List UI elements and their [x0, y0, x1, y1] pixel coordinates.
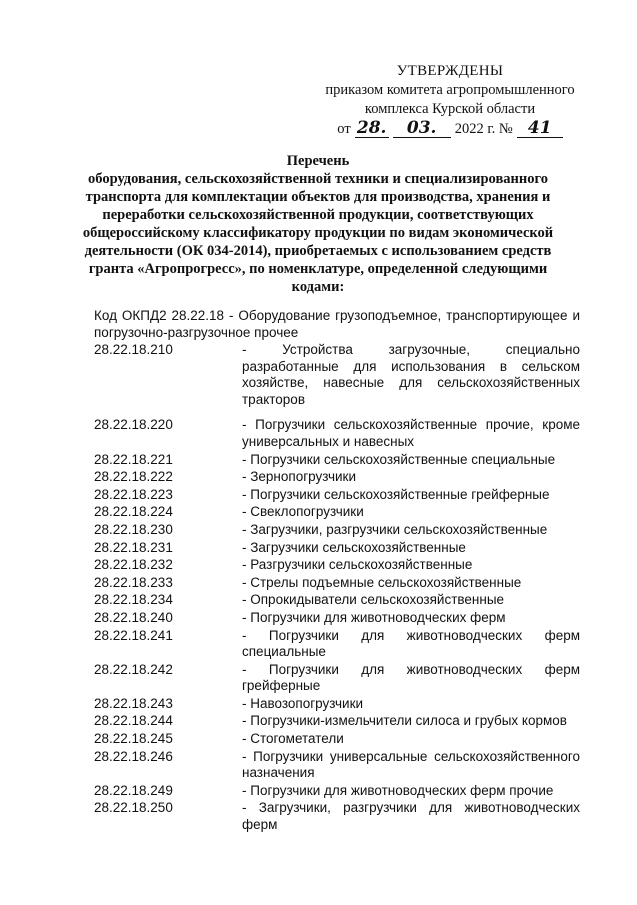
- item-code: 28.22.18.223: [94, 486, 173, 502]
- approval-line-1: приказом комитета агропромышленного: [325, 82, 575, 98]
- item-text: - Погрузчики для животноводческих ферм специальные: [242, 627, 580, 660]
- item-text: - Погрузчики сельскохозяйственные грейферные: [242, 486, 550, 502]
- item-text: - Навозопогрузчики: [242, 695, 364, 711]
- list-item: [94, 417, 580, 450]
- item-text: - Погрузчики-измельчители силоса и грубых кормов: [242, 713, 567, 729]
- item-text: - Погрузчики сельскохозяйственные специальные: [242, 451, 556, 467]
- heading-body: оборудования, сельскохозяйственной техники и специализированного транспорта для комплектации объектов для производства, хранения и переработки сельскохозяйственной продукции, соответствующих общероссийскому классификатору продукции по видам экономической деятельности (ОК 034-2014), приобретаемых с использованием средств гранта «Агропрогресс», по номенклатуре, определенной следующими кодами:: [82, 171, 554, 295]
- list-item: [94, 504, 580, 521]
- item-code: 28.22.18.242: [94, 661, 173, 677]
- item-code: 28.22.18.243: [94, 695, 173, 711]
- item-code: 28.22.18.224: [94, 504, 173, 520]
- item-text: - Погрузчики для животноводческих ферм грейферные: [242, 661, 580, 694]
- item-code: 28.22.18.241: [94, 627, 173, 643]
- heading-title: Перечень: [286, 153, 350, 169]
- okpd-intro: Код ОКПД2 28.22.18 - Оборудование грузоподъемное, транспортирующее и погрузочно-разгрузочное прочее: [94, 308, 580, 340]
- handwritten-month: 03.: [393, 119, 451, 138]
- item-text: - Погрузчики для животноводческих ферм прочие: [242, 782, 554, 798]
- item-text: - Погрузчики универсальные сельскохозяйственного назначения: [242, 748, 580, 781]
- item-text: - Стогометатели: [242, 731, 344, 747]
- item-code: 28.22.18.246: [94, 748, 173, 764]
- list-item: [94, 540, 580, 557]
- item-text: - Загрузчики сельскохозяйственные: [242, 539, 466, 555]
- item-code: 28.22.18.222: [94, 469, 173, 485]
- list-item: [94, 783, 580, 800]
- item-text: - Погрузчики сельскохозяйственные прочие, кроме универсальных и навесных: [242, 417, 580, 449]
- list-item: [94, 628, 580, 661]
- approval-line-2: комплекса Курской области: [364, 101, 536, 117]
- item-text: - Разгрузчики сельскохозяйственные: [242, 557, 473, 573]
- item-code: 28.22.18.240: [94, 609, 173, 625]
- item-text: - Стрелы подъемные сельскохозяйственные: [242, 574, 522, 590]
- list-item: [94, 557, 580, 574]
- list-item: [94, 610, 580, 627]
- handwritten-day: 28.: [355, 119, 389, 138]
- list-item: [94, 487, 580, 504]
- item-code: 28.22.18.210: [94, 342, 173, 357]
- list-item: [94, 749, 580, 782]
- list-item: [94, 575, 580, 592]
- item-code: 28.22.18.230: [94, 521, 173, 537]
- codes-list: [94, 342, 580, 835]
- item-code: 28.22.18.233: [94, 574, 173, 590]
- approval-date-line: [300, 119, 600, 139]
- year-text: 2022 г. №: [454, 121, 513, 137]
- approval-block: [300, 62, 600, 139]
- list-item: [94, 342, 580, 408]
- item-code: 28.22.18.250: [94, 800, 173, 816]
- item-code: 28.22.18.249: [94, 782, 173, 798]
- item-text: - Опрокидыватели сельскохозяйственные: [242, 592, 505, 608]
- list-item: [94, 696, 580, 713]
- approval-title: УТВЕРЖДЕНЫ: [396, 63, 504, 79]
- item-text: - Погрузчики для животноводческих ферм: [242, 609, 506, 625]
- list-item: [94, 592, 580, 609]
- document-heading: [80, 152, 556, 296]
- list-item: [94, 469, 580, 486]
- handwritten-order-number: 41: [517, 119, 563, 138]
- list-item: [94, 452, 580, 469]
- item-text: - Зернопогрузчики: [242, 469, 356, 485]
- item-code: 28.22.18.231: [94, 539, 173, 555]
- item-text: - Загрузчики, разгрузчики для животноводческих ферм: [242, 800, 580, 833]
- list-item: [94, 731, 580, 748]
- list-item: [94, 800, 580, 833]
- list-item: [94, 522, 580, 539]
- item-code: 28.22.18.245: [94, 731, 173, 747]
- item-text: - Загрузчики, разгрузчики сельскохозяйственные: [242, 521, 548, 537]
- list-item: [94, 662, 580, 695]
- item-code: 28.22.18.244: [94, 713, 173, 729]
- item-text: - Свеклопогрузчики: [242, 504, 364, 520]
- item-code: 28.22.18.220: [94, 417, 173, 433]
- item-code: 28.22.18.232: [94, 557, 173, 573]
- item-code: 28.22.18.221: [94, 451, 173, 467]
- list-item: [94, 713, 580, 730]
- from-label: от: [337, 121, 351, 137]
- item-code: 28.22.18.234: [94, 592, 173, 608]
- item-text: - Устройства загрузочные, специально разработанные для использования в сельском хозяйстве, навесные для сельскохозяйственных тракторов: [242, 342, 580, 407]
